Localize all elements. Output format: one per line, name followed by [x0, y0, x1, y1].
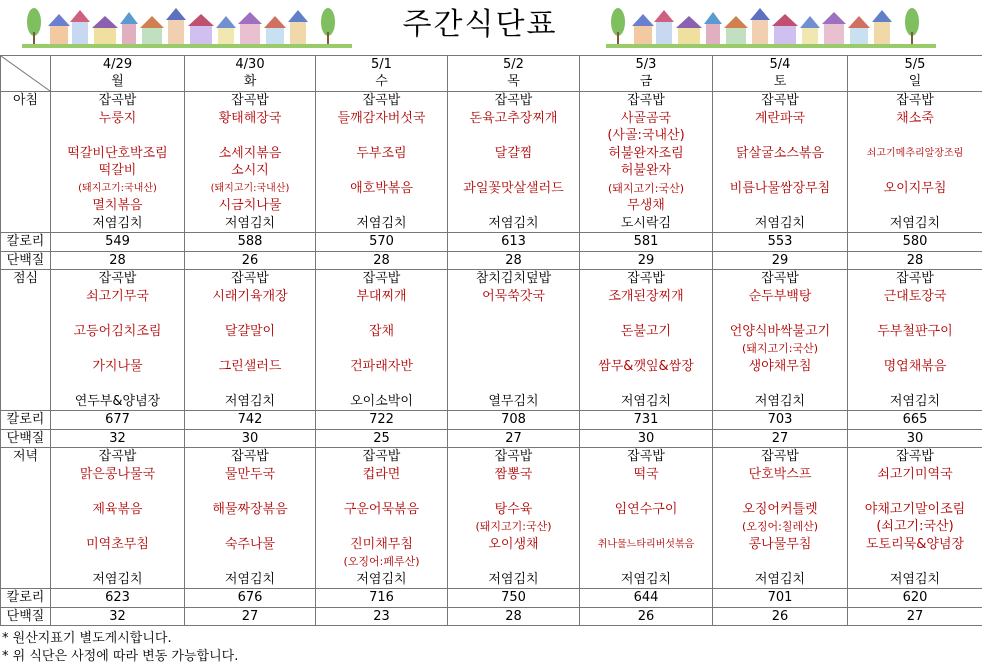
menu-item — [51, 553, 184, 571]
menu-item — [316, 518, 447, 536]
menu-item: 잡곡밥 — [761, 449, 799, 464]
menu-item: 건파래자반 — [350, 358, 413, 374]
breakfast-cell — [713, 92, 848, 233]
menu-item: 조개된장찌개 — [608, 288, 684, 304]
menu-item: 단호박스프 — [748, 466, 812, 482]
menu-item: (오징어:페루산) — [343, 555, 420, 568]
menu-item: 잡곡밥 — [494, 449, 533, 464]
calorie-value: 731 — [580, 411, 713, 430]
protein-value: 26 — [185, 251, 316, 270]
menu-item: 계란파국 — [754, 110, 806, 126]
menu-item: 두부조림 — [356, 145, 407, 161]
calorie-value: 570 — [316, 233, 448, 252]
menu-item: 물만두국 — [224, 466, 276, 482]
menu-item: 잡곡밥 — [896, 271, 934, 286]
menu-item: (쇠고기:국산) — [876, 519, 954, 534]
day-header-2 — [185, 56, 316, 92]
menu-item: 시래기육개장 — [212, 288, 288, 304]
calorie-value: 708 — [448, 411, 580, 430]
protein-value: 29 — [580, 251, 713, 270]
menu-item — [316, 127, 447, 145]
menu-item: 연두부&양념장 — [74, 393, 161, 409]
menu-item: 오이소박이 — [350, 393, 413, 409]
village-decoration-left — [22, 4, 352, 48]
lunch-label: 점심 — [1, 270, 51, 411]
menu-item — [185, 375, 315, 393]
menu-item: 누룽지 — [98, 110, 137, 126]
menu-item: 저염김치 — [620, 571, 672, 587]
menu-item — [713, 553, 847, 571]
lunch-cell — [713, 270, 848, 411]
calorie-value: 588 — [185, 233, 316, 252]
menu-item: 달걀찜 — [494, 145, 533, 161]
menu-item: 참치김치덮밥 — [475, 271, 552, 286]
menu-item: 쇠고기메추리알장조림 — [866, 147, 964, 159]
menu-item: 잡곡밥 — [761, 93, 799, 108]
menu-item — [713, 375, 847, 393]
protein-value: 32 — [51, 429, 185, 448]
protein-value: 25 — [316, 429, 448, 448]
day-header-1 — [51, 56, 185, 92]
menu-item: 부대찌개 — [356, 288, 407, 304]
menu-item — [580, 375, 712, 393]
menu-item: 생야채무침 — [748, 358, 812, 374]
calorie-value: 716 — [316, 589, 448, 608]
day-name: 토 — [773, 74, 787, 89]
menu-item: 과일꽃맛살샐러드 — [463, 180, 564, 196]
menu-item: 황태해장국 — [218, 110, 282, 126]
dinner-protein-row — [1, 607, 982, 626]
breakfast-cell — [316, 92, 448, 233]
calorie-value: 676 — [185, 589, 316, 608]
menu-item: 비름나물쌈장무침 — [729, 180, 831, 196]
menu-item: 닭살굴소스볶음 — [736, 145, 824, 161]
protein-value: 28 — [51, 251, 185, 270]
menu-item — [580, 518, 712, 536]
protein-value: 23 — [316, 607, 448, 626]
dinner-cell — [848, 448, 982, 589]
lunch-cell — [185, 270, 316, 411]
menu-item — [448, 197, 579, 215]
menu-item: 잡곡밥 — [362, 449, 401, 464]
lunch-menu-row — [1, 270, 982, 411]
menu-item: 짬뽕국 — [494, 466, 533, 482]
menu-item — [51, 518, 184, 536]
menu-item: 해물짜장볶음 — [212, 501, 288, 517]
day-name: 수 — [375, 74, 388, 89]
menu-item — [51, 127, 184, 145]
protein-value: 29 — [713, 251, 848, 270]
menu-item — [713, 162, 847, 180]
protein-value: 30 — [580, 429, 713, 448]
menu-item: 근대토장국 — [883, 288, 947, 304]
protein-value: 30 — [185, 429, 316, 448]
menu-item: 가지나물 — [92, 358, 143, 374]
protein-value: 28 — [448, 251, 580, 270]
menu-item — [316, 375, 447, 393]
footer-note: * 원산지표기 별도게시합니다. — [2, 631, 172, 646]
menu-item: 잡곡밥 — [627, 449, 665, 464]
breakfast-cell — [185, 92, 316, 233]
menu-item — [448, 305, 579, 323]
menu-item — [51, 340, 184, 358]
menu-item: 맑은콩나물국 — [79, 466, 156, 482]
menu-item: 오이생채 — [488, 536, 539, 552]
menu-item: 쌈무&깻잎&쌈장 — [598, 358, 694, 374]
menu-item — [848, 375, 982, 393]
menu-item: 저염김치 — [889, 571, 941, 587]
breakfast-menu-row — [1, 92, 982, 233]
menu-item: 순두부백탕 — [748, 288, 812, 304]
menu-item — [51, 375, 184, 393]
breakfast-cell — [448, 92, 580, 233]
menu-item: (사골:국내산) — [607, 128, 685, 143]
menu-item: 떡갈비 — [98, 163, 137, 178]
menu-item — [185, 340, 315, 358]
menu-item: 구운어묵볶음 — [343, 501, 420, 517]
calorie-label: 칼로리 — [1, 411, 51, 430]
menu-item — [848, 340, 982, 358]
calorie-value: 620 — [848, 589, 982, 608]
menu-item — [848, 162, 982, 180]
day-name: 금 — [639, 74, 653, 89]
menu-item: 시금치나물 — [218, 198, 282, 213]
menu-item: 저염김치 — [92, 571, 143, 587]
calorie-value: 613 — [448, 233, 580, 252]
menu-item — [713, 197, 847, 215]
menu-item — [316, 197, 447, 215]
day-date: 5/4 — [769, 57, 791, 72]
menu-item — [448, 340, 579, 358]
menu-item — [316, 340, 447, 358]
calorie-value: 703 — [713, 411, 848, 430]
menu-item — [185, 127, 315, 145]
menu-item: 쇠고기무국 — [86, 288, 149, 304]
calorie-value: 580 — [848, 233, 982, 252]
menu-item — [448, 358, 579, 376]
menu-item: 두부철판구이 — [877, 323, 953, 339]
menu-item: 저염김치 — [224, 393, 276, 409]
menu-item: 언양식바싹불고기 — [729, 323, 831, 339]
menu-item: 채소죽 — [896, 110, 934, 126]
day-date: 5/2 — [503, 57, 524, 72]
menu-item — [848, 483, 982, 501]
menu-item — [580, 305, 712, 323]
lunch-cell — [51, 270, 185, 411]
menu-item — [185, 305, 315, 323]
calorie-value: 750 — [448, 589, 580, 608]
menu-item: 진미채무침 — [350, 536, 413, 552]
breakfast-label: 아침 — [1, 92, 51, 233]
menu-item — [185, 518, 315, 536]
breakfast-cell — [51, 92, 185, 233]
lunch-cell — [316, 270, 448, 411]
menu-item — [185, 553, 315, 571]
menu-item — [580, 553, 712, 571]
calorie-value: 644 — [580, 589, 713, 608]
menu-item: 잡곡밥 — [896, 449, 934, 464]
day-header-5 — [580, 56, 713, 92]
menu-item: 그린샐러드 — [218, 358, 282, 374]
menu-item: 사골곰국 — [620, 110, 672, 126]
menu-item — [51, 483, 184, 501]
menu-item: 무생채 — [627, 198, 665, 213]
menu-item: 허불완자조림 — [608, 145, 684, 161]
menu-item: 저염김치 — [889, 393, 941, 409]
calorie-value: 722 — [316, 411, 448, 430]
menu-item: 애호박볶음 — [350, 180, 413, 196]
protein-value: 32 — [51, 607, 185, 626]
menu-item: 저염김치 — [224, 571, 276, 587]
calorie-value: 701 — [713, 589, 848, 608]
menu-item: 열무김치 — [488, 393, 539, 409]
menu-item: 탕수육 — [494, 501, 533, 517]
menu-item — [316, 483, 447, 501]
menu-item: 야채고기말이조림 — [864, 501, 966, 517]
dinner-cell — [51, 448, 185, 589]
menu-item: 고등어김치조림 — [73, 323, 162, 339]
menu-item — [448, 375, 579, 393]
dinner-cell — [448, 448, 580, 589]
day-date: 5/5 — [904, 57, 926, 72]
menu-item: (돼지고기:국산) — [607, 181, 685, 195]
lunch-cell — [580, 270, 713, 411]
menu-item: 도토리묵&양념장 — [865, 536, 965, 552]
protein-value: 30 — [848, 429, 982, 448]
menu-item — [448, 127, 579, 145]
day-name: 목 — [507, 74, 520, 89]
footer-notes — [2, 630, 238, 666]
calorie-value: 742 — [185, 411, 316, 430]
menu-item — [185, 483, 315, 501]
corner-cell — [1, 56, 51, 92]
header — [0, 0, 982, 52]
protein-value: 27 — [848, 607, 982, 626]
menu-item: 소세지볶음 — [218, 145, 282, 161]
menu-item: 돈육고추장찌개 — [469, 110, 558, 126]
menu-item: 잡채 — [368, 323, 395, 339]
dinner-calorie-row — [1, 589, 982, 608]
breakfast-cell — [580, 92, 713, 233]
page-title: 주간식단표 — [402, 7, 558, 42]
protein-value: 26 — [580, 607, 713, 626]
menu-item: 어묵쑥갓국 — [482, 288, 545, 304]
breakfast-calorie-row — [1, 233, 982, 252]
menu-item: 쇠고기미역국 — [877, 466, 953, 482]
menu-item: 저염김치 — [889, 215, 941, 231]
dinner-cell — [185, 448, 316, 589]
protein-label: 단백질 — [1, 429, 51, 448]
menu-item: 멸치볶음 — [92, 198, 143, 213]
protein-label: 단백질 — [1, 607, 51, 626]
menu-item — [448, 323, 579, 341]
protein-value: 28 — [316, 251, 448, 270]
day-date: 5/3 — [635, 57, 657, 72]
menu-item — [713, 305, 847, 323]
menu-item: 저염김치 — [488, 571, 539, 587]
menu-item: 저염김치 — [754, 571, 806, 587]
menu-item: (오징어:칠레산) — [741, 520, 819, 533]
dinner-cell — [580, 448, 713, 589]
menu-item — [316, 305, 447, 323]
protein-value: 27 — [713, 429, 848, 448]
protein-value: 28 — [448, 607, 580, 626]
menu-item: 컵라면 — [362, 466, 401, 482]
menu-item: 저염김치 — [754, 215, 806, 231]
village-decoration-right — [606, 4, 936, 48]
dinner-cell — [316, 448, 448, 589]
calorie-label: 칼로리 — [1, 233, 51, 252]
menu-item — [848, 127, 982, 145]
calorie-label: 칼로리 — [1, 589, 51, 608]
day-name: 화 — [243, 74, 257, 89]
day-header-7 — [848, 56, 982, 92]
menu-item: 저염김치 — [754, 393, 806, 409]
menu-item: 돈불고기 — [620, 323, 672, 339]
menu-item: 잡곡밥 — [98, 449, 137, 464]
lunch-cell — [848, 270, 982, 411]
menu-item — [848, 197, 982, 215]
menu-item: 제육볶음 — [92, 501, 143, 517]
menu-item: 미역초무침 — [86, 536, 149, 552]
footer-note: * 위 식단은 사정에 따라 변동 가능합니다. — [2, 649, 239, 664]
menu-item — [316, 162, 447, 180]
calorie-value: 623 — [51, 589, 185, 608]
lunch-cell — [448, 270, 580, 411]
calorie-value: 549 — [51, 233, 185, 252]
menu-item: 오징어커틀렛 — [742, 501, 818, 517]
menu-item: 잡곡밥 — [98, 271, 137, 286]
lunch-protein-row — [1, 429, 982, 448]
menu-item: 저염김치 — [488, 215, 539, 231]
day-name: 월 — [111, 74, 124, 89]
menu-item: 달걀말이 — [224, 323, 276, 339]
menu-item: 떡국 — [633, 466, 659, 482]
menu-item — [580, 340, 712, 358]
menu-item: 잡곡밥 — [98, 93, 137, 108]
lunch-calorie-row — [1, 411, 982, 430]
dinner-cell — [713, 448, 848, 589]
menu-item — [580, 483, 712, 501]
day-header-6 — [713, 56, 848, 92]
calorie-value: 677 — [51, 411, 185, 430]
calorie-value: 665 — [848, 411, 982, 430]
menu-item: 허불완자 — [620, 163, 672, 178]
calorie-value: 581 — [580, 233, 713, 252]
menu-item: 잡곡밥 — [896, 93, 934, 108]
menu-item: 취나물느타리버섯볶음 — [597, 538, 695, 550]
menu-item: 저염김치 — [620, 393, 672, 409]
menu-item: 들깨감자버섯국 — [337, 110, 426, 126]
dinner-label: 저녁 — [1, 448, 51, 589]
menu-item: 저염김치 — [356, 571, 407, 587]
dinner-menu-row — [1, 448, 982, 589]
menu-item: 잡곡밥 — [627, 93, 665, 108]
menu-item — [848, 553, 982, 571]
menu-item: 떡갈비단호박조림 — [67, 145, 168, 161]
menu-item — [448, 553, 579, 571]
menu-item: 잡곡밥 — [231, 93, 269, 108]
day-date: 4/30 — [235, 57, 265, 72]
day-header-row — [1, 56, 982, 92]
menu-item: 콩나물무침 — [748, 536, 812, 552]
menu-item: 저염김치 — [356, 215, 407, 231]
menu-item: 도시락김 — [620, 215, 672, 231]
menu-item: 오이지무침 — [883, 180, 947, 196]
menu-item: 잡곡밥 — [231, 449, 269, 464]
menu-item: 임연수구이 — [614, 501, 678, 517]
protein-label: 단백질 — [1, 251, 51, 270]
menu-item: (돼지고기:국내산) — [210, 182, 290, 194]
menu-item — [713, 127, 847, 145]
day-date: 4/29 — [102, 57, 133, 72]
day-header-4 — [448, 56, 580, 92]
protein-value: 28 — [848, 251, 982, 270]
menu-item: 잡곡밥 — [231, 271, 269, 286]
protein-value: 27 — [448, 429, 580, 448]
breakfast-cell — [848, 92, 982, 233]
menu-item — [448, 162, 579, 180]
menu-item — [448, 483, 579, 501]
weekly-menu-table — [0, 55, 982, 626]
menu-item — [713, 483, 847, 501]
menu-item — [51, 305, 184, 323]
day-name: 일 — [908, 74, 922, 89]
menu-item: 숙주나물 — [224, 536, 276, 552]
calorie-value: 553 — [713, 233, 848, 252]
menu-item: 저염김치 — [224, 215, 276, 231]
menu-item — [848, 305, 982, 323]
menu-item: (돼지고기:국산) — [741, 342, 819, 355]
breakfast-protein-row — [1, 251, 982, 270]
menu-item: 잡곡밥 — [362, 93, 401, 108]
menu-item: 잡곡밥 — [761, 271, 799, 286]
day-header-3 — [316, 56, 448, 92]
menu-item: 저염김치 — [92, 215, 143, 231]
protein-value: 27 — [185, 607, 316, 626]
menu-item: 소시지 — [231, 163, 269, 178]
menu-item: 잡곡밥 — [627, 271, 665, 286]
menu-item: 잡곡밥 — [494, 93, 533, 108]
menu-item: 잡곡밥 — [362, 271, 401, 286]
menu-item: (돼지고기:국내산) — [78, 182, 157, 194]
menu-item: (돼지고기:국산) — [475, 520, 552, 533]
protein-value: 26 — [713, 607, 848, 626]
menu-item: 명엽채볶음 — [883, 358, 947, 374]
day-date: 5/1 — [371, 57, 392, 72]
